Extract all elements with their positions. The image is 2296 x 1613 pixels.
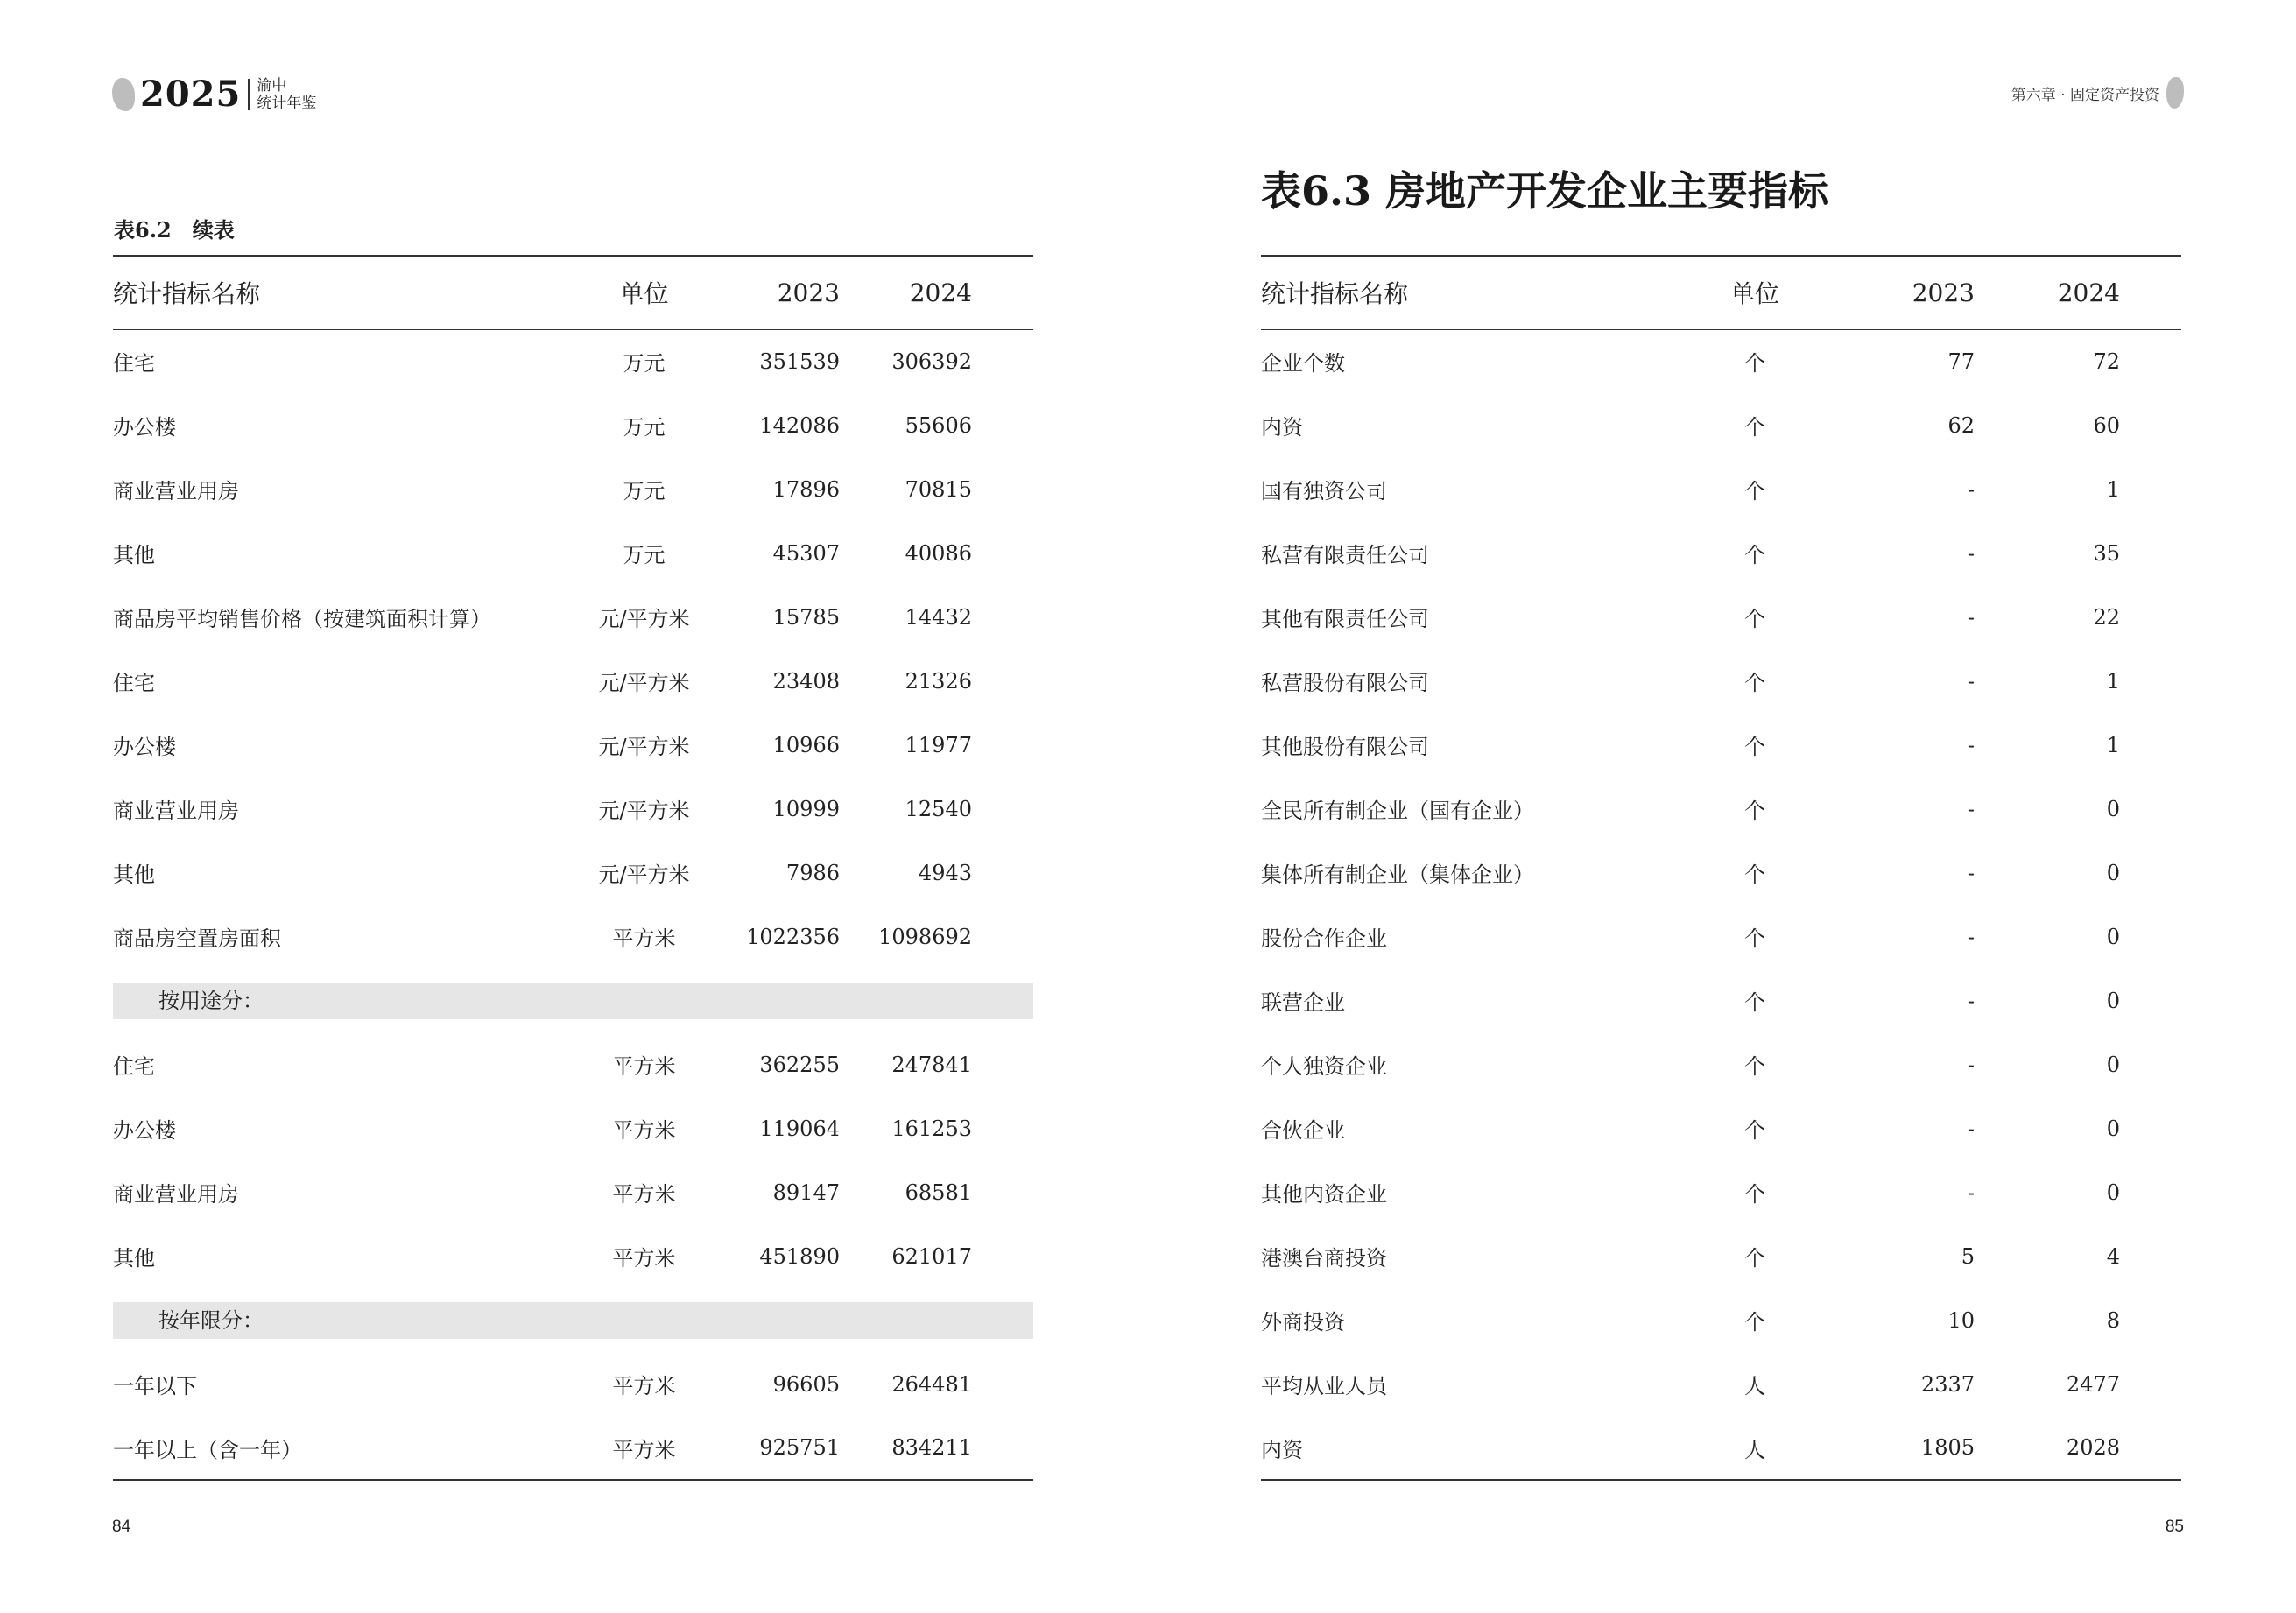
unit-cell: 元/平方米 xyxy=(598,671,690,695)
unit-cell: 个 xyxy=(1744,1310,1765,1335)
table-row xyxy=(1261,1288,2181,1352)
indicator-name: 港澳台商投资 xyxy=(1261,1246,1387,1271)
unit-cell: 个 xyxy=(1744,607,1765,631)
logo-book-line2: 统计年鉴 xyxy=(257,94,317,112)
unit-cell: 个 xyxy=(1744,735,1765,759)
column-header-2023: 2023 xyxy=(720,256,866,329)
unit-cell: 个 xyxy=(1744,415,1765,440)
indicator-name: 一年以上（含一年） xyxy=(113,1416,568,1480)
value-2023: - xyxy=(1967,1180,1975,1205)
unit-cell: 个 xyxy=(1744,671,1765,695)
value-2023: 142086 xyxy=(759,412,840,438)
value-2023: 5 xyxy=(1961,1243,1975,1269)
indicator-name: 商业营业用房 xyxy=(113,1182,239,1207)
value-2024: 1 xyxy=(2106,732,2120,757)
yearbook-emblem-icon xyxy=(112,78,135,111)
unit-cell: 个 xyxy=(1744,351,1765,377)
value-2024: 0 xyxy=(2106,860,2120,885)
table-header-row xyxy=(1261,256,2181,329)
section-row xyxy=(113,1288,1033,1352)
value-2023: 351539 xyxy=(759,349,840,374)
value-2023: - xyxy=(1967,1052,1975,1077)
table-row xyxy=(1261,969,2181,1032)
unit-cell: 万元 xyxy=(623,479,666,504)
indicator-name: 外商投资 xyxy=(1261,1310,1345,1335)
value-2024: 8 xyxy=(2106,1307,2120,1333)
indicator-name: 办公楼 xyxy=(113,735,176,759)
value-2023: 10999 xyxy=(772,796,840,821)
value-2024: 4943 xyxy=(918,860,972,885)
column-header-name: 统计指标名称 xyxy=(113,256,568,329)
table-row xyxy=(113,329,1033,393)
table-row xyxy=(113,1096,1033,1160)
indicator-name: 住宅 xyxy=(113,1054,155,1079)
value-2024: 40086 xyxy=(905,540,972,566)
table-row xyxy=(1261,521,2181,585)
unit-cell: 人 xyxy=(1744,1374,1765,1398)
page-number-right: 85 xyxy=(2165,1518,2184,1536)
unit-cell: 个 xyxy=(1744,479,1765,504)
right-table-title: 表6.3 房地产开发企业主要指标 xyxy=(1261,167,1829,215)
value-2023: 96605 xyxy=(772,1371,840,1397)
value-2023: 119064 xyxy=(759,1116,840,1141)
value-2024: 1 xyxy=(2106,668,2120,694)
table-row xyxy=(1261,329,2181,393)
table-row xyxy=(113,713,1033,777)
indicator-name: 住宅 xyxy=(113,351,155,377)
value-2023: - xyxy=(1967,796,1975,821)
unit-cell: 个 xyxy=(1744,863,1765,887)
column-header-unit: 单位 xyxy=(568,256,720,329)
table-row xyxy=(113,649,1033,713)
table-header-row xyxy=(113,256,1033,329)
value-2024: 264481 xyxy=(891,1371,972,1397)
left-table-caption: 表6.2 续表 xyxy=(114,217,235,243)
indicator-name: 办公楼 xyxy=(113,415,176,440)
value-2024: 247841 xyxy=(891,1052,972,1077)
unit-cell: 平方米 xyxy=(612,1374,676,1398)
value-2024: 14432 xyxy=(905,604,972,630)
unit-cell: 个 xyxy=(1744,543,1765,567)
value-2023: - xyxy=(1967,668,1975,694)
column-header-2024: 2024 xyxy=(2008,256,2181,329)
table-row xyxy=(113,1032,1033,1096)
unit-cell: 万元 xyxy=(623,351,666,377)
table-row xyxy=(1261,841,2181,905)
value-2023: 1022356 xyxy=(746,924,840,949)
unit-cell: 个 xyxy=(1744,1054,1765,1079)
table-row xyxy=(113,841,1033,905)
table-row xyxy=(1261,1160,2181,1224)
indicator-name: 私营有限责任公司 xyxy=(1261,543,1429,567)
section-cell xyxy=(113,1288,1033,1352)
indicator-name: 其他有限责任公司 xyxy=(1261,607,1429,631)
unit-cell: 元/平方米 xyxy=(598,607,690,631)
value-2023: 451890 xyxy=(759,1243,840,1269)
value-2023: 2337 xyxy=(1920,1371,1975,1397)
value-2024: 22 xyxy=(2093,604,2120,630)
unit-cell: 个 xyxy=(1744,990,1765,1015)
value-2024: 21326 xyxy=(905,668,972,694)
table-row xyxy=(1261,393,2181,457)
value-2023: 10 xyxy=(1947,1307,1975,1333)
value-2024: 161253 xyxy=(891,1116,972,1141)
indicator-name: 个人独资企业 xyxy=(1261,1054,1387,1079)
value-2024: 621017 xyxy=(891,1243,972,1269)
value-2024: 0 xyxy=(2106,988,2120,1013)
section-label: 按用途分： xyxy=(113,983,1033,1019)
yearbook-logo xyxy=(112,74,316,115)
value-2024: 0 xyxy=(2106,796,2120,821)
logo-divider xyxy=(248,79,250,110)
table-row xyxy=(113,521,1033,585)
value-2023: 7986 xyxy=(785,860,840,885)
unit-cell: 个 xyxy=(1744,799,1765,823)
unit-cell: 平方米 xyxy=(568,1416,720,1480)
unit-cell: 平方米 xyxy=(612,1246,676,1271)
value-2023: 15785 xyxy=(772,604,840,630)
value-2023: 23408 xyxy=(772,668,840,694)
value-2024: 68581 xyxy=(905,1180,972,1205)
value-2023: - xyxy=(1967,732,1975,757)
indicator-name: 私营股份有限公司 xyxy=(1261,671,1429,695)
table-row xyxy=(113,1160,1033,1224)
table-row xyxy=(1261,777,2181,841)
value-2024: 0 xyxy=(2106,1180,2120,1205)
indicator-name: 办公楼 xyxy=(113,1118,176,1143)
value-2024: 72 xyxy=(2093,349,2120,374)
right-statistics-table xyxy=(1261,255,2181,1481)
indicator-name: 商品房空置房面积 xyxy=(113,926,281,951)
indicator-name: 商业营业用房 xyxy=(113,799,239,823)
chapter-emblem-icon xyxy=(2166,77,2184,109)
unit-cell: 万元 xyxy=(623,415,666,440)
indicator-name: 平均从业人员 xyxy=(1261,1374,1387,1398)
unit-cell: 个 xyxy=(1744,1118,1765,1143)
indicator-name: 全民所有制企业（国有企业） xyxy=(1261,799,1534,823)
table-row xyxy=(1261,1352,2181,1416)
table-row xyxy=(1261,1032,2181,1096)
unit-cell: 平方米 xyxy=(612,926,676,951)
section-cell xyxy=(113,969,1033,1032)
chapter-header xyxy=(2011,77,2184,109)
indicator-name: 内资 xyxy=(1261,415,1303,440)
value-2023: 1805 xyxy=(1824,1416,2008,1480)
table-row xyxy=(1261,649,2181,713)
indicator-name: 一年以下 xyxy=(113,1374,197,1398)
logo-book-title xyxy=(257,77,316,112)
value-2024: 35 xyxy=(2093,540,2120,566)
value-2024: 2028 xyxy=(2008,1416,2181,1480)
value-2023: - xyxy=(1967,1116,1975,1141)
left-statistics-table xyxy=(113,255,1033,1481)
value-2023: 17896 xyxy=(772,476,840,502)
unit-cell: 个 xyxy=(1744,926,1765,951)
page-number-left: 84 xyxy=(112,1518,131,1536)
value-2024: 2477 xyxy=(2066,1371,2120,1397)
table-row xyxy=(113,457,1033,521)
value-2024: 0 xyxy=(2106,1116,2120,1141)
unit-cell: 平方米 xyxy=(612,1182,676,1207)
column-header-name: 统计指标名称 xyxy=(1261,256,1686,329)
value-2023: - xyxy=(1967,988,1975,1013)
indicator-name: 其他 xyxy=(113,1246,155,1271)
value-2023: 77 xyxy=(1947,349,1975,374)
value-2023: - xyxy=(1967,540,1975,566)
table-row xyxy=(113,905,1033,969)
value-2024: 12540 xyxy=(905,796,972,821)
table-row xyxy=(113,393,1033,457)
table-row xyxy=(1261,1096,2181,1160)
right-table-body xyxy=(1261,329,2181,1480)
indicator-name: 内资 xyxy=(1261,1416,1686,1480)
value-2024: 306392 xyxy=(891,349,972,374)
table-row xyxy=(113,1416,1033,1480)
unit-cell: 元/平方米 xyxy=(598,735,690,759)
unit-cell: 元/平方米 xyxy=(598,863,690,887)
column-header-2024: 2024 xyxy=(866,256,1033,329)
value-2023: - xyxy=(1967,924,1975,949)
table-row xyxy=(1261,585,2181,649)
table-row xyxy=(113,585,1033,649)
indicator-name: 集体所有制企业（集体企业） xyxy=(1261,863,1534,887)
indicator-name: 国有独资公司 xyxy=(1261,479,1387,504)
unit-cell: 平方米 xyxy=(612,1054,676,1079)
value-2024: 11977 xyxy=(905,732,972,757)
value-2023: 45307 xyxy=(772,540,840,566)
table-row xyxy=(1261,905,2181,969)
indicator-name: 股份合作企业 xyxy=(1261,926,1387,951)
value-2023: 925751 xyxy=(720,1416,866,1480)
indicator-name: 合伙企业 xyxy=(1261,1118,1345,1143)
left-table-body xyxy=(113,329,1033,1480)
logo-year: 2025 xyxy=(140,74,242,115)
value-2023: - xyxy=(1967,604,1975,630)
table-row xyxy=(113,1224,1033,1288)
value-2024: 4 xyxy=(2106,1243,2120,1269)
value-2024: 0 xyxy=(2106,924,2120,949)
unit-cell: 平方米 xyxy=(612,1118,676,1143)
value-2023: 10966 xyxy=(772,732,840,757)
table-row xyxy=(1261,457,2181,521)
table-row xyxy=(1261,1224,2181,1288)
column-header-unit: 单位 xyxy=(1686,256,1824,329)
value-2023: - xyxy=(1967,860,1975,885)
table-row xyxy=(113,1352,1033,1416)
value-2024: 0 xyxy=(2106,1052,2120,1077)
indicator-name: 商业营业用房 xyxy=(113,479,239,504)
value-2024: 70815 xyxy=(905,476,972,502)
indicator-name: 其他 xyxy=(113,543,155,567)
value-2023: 62 xyxy=(1947,412,1975,438)
indicator-name: 商品房平均销售价格（按建筑面积计算） xyxy=(113,607,491,631)
indicator-name: 其他 xyxy=(113,863,155,887)
unit-cell: 人 xyxy=(1686,1416,1824,1480)
unit-cell: 万元 xyxy=(623,543,666,567)
chapter-title: 第六章 · 固定资产投资 xyxy=(2011,86,2159,104)
value-2023: - xyxy=(1967,476,1975,502)
value-2024: 60 xyxy=(2093,412,2120,438)
indicator-name: 其他股份有限公司 xyxy=(1261,735,1429,759)
value-2023: 89147 xyxy=(772,1180,840,1205)
logo-book-line1: 渝中 xyxy=(257,76,287,95)
value-2024: 55606 xyxy=(905,412,972,438)
section-label: 按年限分： xyxy=(113,1302,1033,1339)
unit-cell: 个 xyxy=(1744,1182,1765,1207)
indicator-name: 联营企业 xyxy=(1261,990,1345,1015)
indicator-name: 企业个数 xyxy=(1261,351,1345,377)
value-2024: 834211 xyxy=(866,1416,1033,1480)
column-header-2023: 2023 xyxy=(1824,256,2008,329)
unit-cell: 个 xyxy=(1744,1246,1765,1271)
section-row xyxy=(113,969,1033,1032)
unit-cell: 元/平方米 xyxy=(598,799,690,823)
value-2023: 362255 xyxy=(759,1052,840,1077)
indicator-name: 其他内资企业 xyxy=(1261,1182,1387,1207)
table-row xyxy=(1261,1416,2181,1480)
table-row xyxy=(113,777,1033,841)
value-2024: 1 xyxy=(2106,476,2120,502)
table-row xyxy=(1261,713,2181,777)
value-2024: 1098692 xyxy=(878,924,972,949)
indicator-name: 住宅 xyxy=(113,671,155,695)
